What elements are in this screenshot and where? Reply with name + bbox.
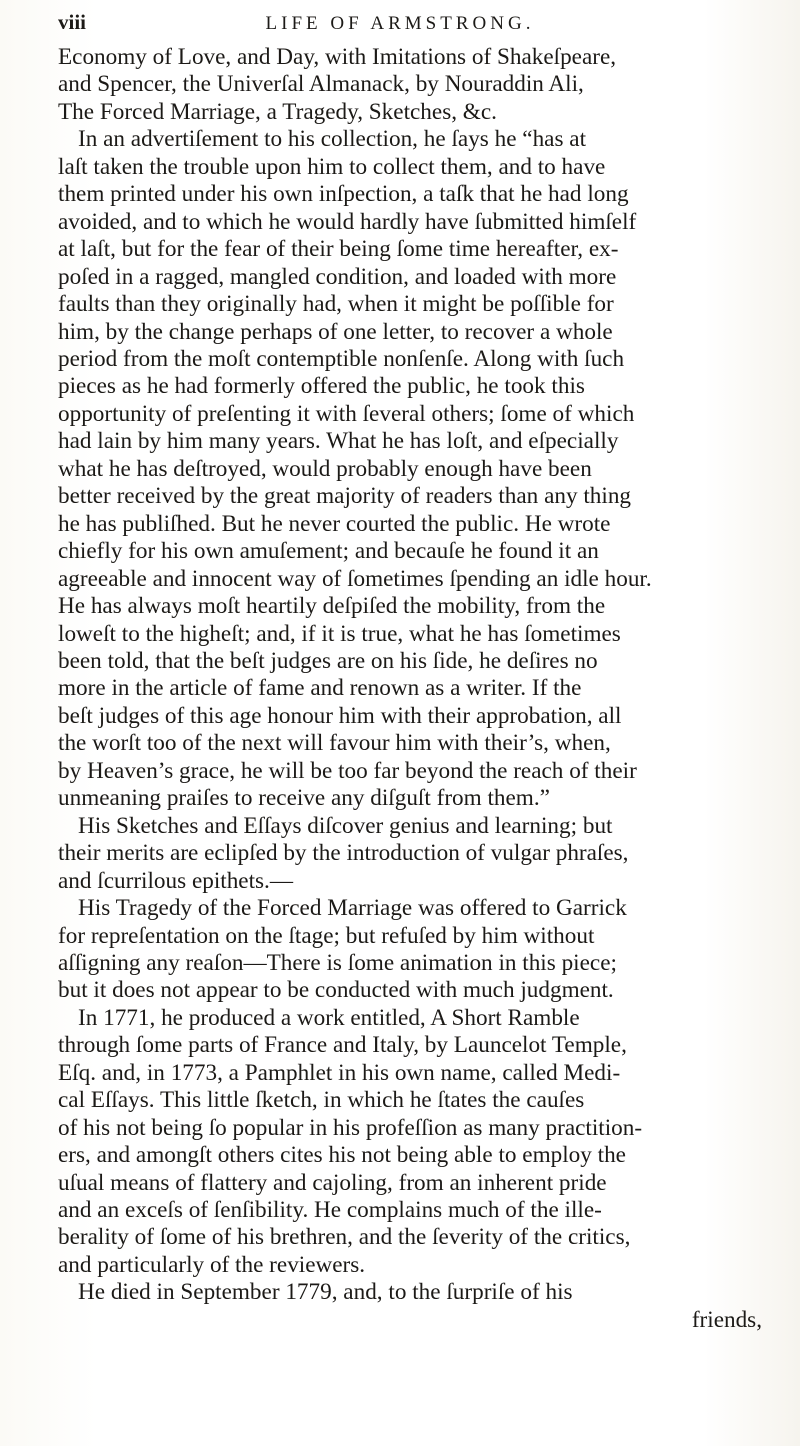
text-line: unmeaning praiſes to receive any diſguſt from them.” xyxy=(58,785,550,812)
text-line: His Sketches and Eſſays diſcover genius and learning; but xyxy=(78,812,613,839)
text-line: and ſcurrilous epithets.— xyxy=(58,867,294,894)
text-line: faults than they originally had, when it might be poſſible for xyxy=(58,291,614,318)
text-line: Eſq. and, in 1773, a Pamphlet in his own name, called Medi- xyxy=(58,1059,621,1086)
text-line: laſt taken the trouble upon him to collect them, and to have xyxy=(58,153,606,180)
text-line: he has publiſhed. But he never courted the public. He wrote xyxy=(58,510,611,537)
body-text xyxy=(58,44,762,1334)
text-line: through ſome parts of France and Italy, by Launcelot Temple, xyxy=(58,1032,627,1059)
text-line: and an exceſs of ſenſibility. He complains much of the ille- xyxy=(58,1197,602,1224)
text-line: them printed under his own inſpection, a taſk that he had long xyxy=(58,181,629,208)
text-line: aſſigning any reaſon—There is ſome animation in this piece; xyxy=(58,949,617,976)
para-ramble xyxy=(58,1005,762,1280)
text-line: He has always moſt heartily deſpiſed the mobility, from the xyxy=(58,593,606,620)
text-line: for repreſentation on the ſtage; but refuſed by him without xyxy=(58,922,595,949)
text-line: beſt judges of this age honour him with their approbation, all xyxy=(58,702,622,729)
text-line: had lain by him many years. What he has loſt, and eſpecially xyxy=(58,428,619,455)
text-line: more in the article of fame and renown as a writer. If the xyxy=(58,675,582,702)
text-line: better received by the great majority of readers than any thing xyxy=(58,483,632,510)
text-line: and Spencer, the Univerſal Almanack, by Nouraddin Ali, xyxy=(58,71,584,98)
text-line: In 1771, he produced a work entitled, A Short Ramble xyxy=(78,1004,580,1031)
page-number: viii xyxy=(58,10,87,34)
text-line: His Tragedy of the Forced Marriage was offered to Garrick xyxy=(78,895,627,922)
text-line: pieces as he had formerly offered the public, he took this xyxy=(58,373,585,400)
text-line: but it does not appear to be conducted with much judgment. xyxy=(58,977,614,1004)
text-line: chiefly for his own amuſement; and becauſe he found it an xyxy=(58,538,599,565)
text-line: cal Eſſays. This little ſketch, in which he ſtates the cauſes xyxy=(58,1087,585,1114)
text-line: at laſt, but for the fear of their being ſome time hereafter, ex- xyxy=(58,236,619,263)
text-line: and particularly of the reviewers. xyxy=(58,1251,366,1278)
text-line: uſual means of flattery and cajoling, from an inherent pride xyxy=(58,1169,607,1196)
text-line: agreeable and innocent way of ſometimes ſpending an idle hour. xyxy=(58,565,652,592)
running-head xyxy=(58,10,762,44)
text-line: the worſt too of the next will favour him with their’s, when, xyxy=(58,730,611,757)
text-line: He died in September 1779, and, to the ſurpriſe of his xyxy=(78,1279,573,1306)
running-title: LIFE OF ARMSTRONG. xyxy=(265,13,535,34)
text-line: by Heaven’s grace, he will be too far beyond the reach of their xyxy=(58,757,637,784)
text-line: period from the moſt contemptible nonſenſe. Along with ſuch xyxy=(58,345,625,372)
text-line: friends, xyxy=(691,1306,762,1333)
para-tragedy xyxy=(58,895,762,1005)
para-advertisement xyxy=(58,126,762,812)
text-line: of his not being ſo popular in his profeſſion as many practition- xyxy=(58,1114,643,1141)
para-works xyxy=(58,44,762,126)
text-line: what he has deſtroyed, would probably enough have been xyxy=(58,455,592,482)
para-sketches xyxy=(58,813,762,895)
text-line: In an advertiſement to his collection, he ſays he “has at xyxy=(78,126,587,153)
text-line: him, by the change perhaps of one letter, to recover a whole xyxy=(58,318,613,345)
text-line: The Forced Marriage, a Tragedy, Sketches, &c. xyxy=(58,98,497,125)
text-line: avoided, and to which he would hardly have ſubmitted himſelf xyxy=(58,208,637,235)
para-death xyxy=(58,1279,762,1334)
text-line: Economy of Love, and Day, with Imitations of Shakeſpeare, xyxy=(58,44,617,70)
text-line: berality of ſome of his brethren, and the ſeverity of the critics, xyxy=(58,1224,631,1251)
text-line: ers, and amongſt others cites his not being able to employ the xyxy=(58,1142,626,1169)
text-line: been told, that the beſt judges are on his ſide, he deſires no xyxy=(58,647,598,674)
text-line: their merits are eclipſed by the introduction of vulgar phraſes, xyxy=(58,840,629,867)
text-line: loweſt to the higheſt; and, if it is true, what he has ſometimes xyxy=(58,620,621,647)
text-line: poſed in a ragged, mangled condition, and loaded with more xyxy=(58,263,617,290)
text-line: opportunity of preſenting it with ſeveral others; ſome of which xyxy=(58,400,635,427)
